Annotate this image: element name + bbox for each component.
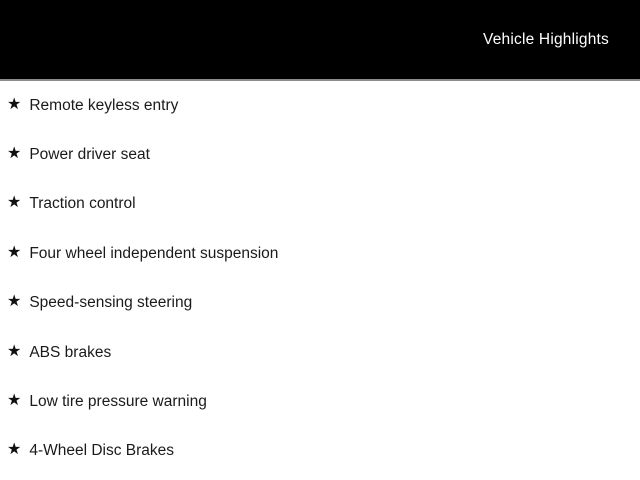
highlight-item xyxy=(0,81,640,130)
highlight-label: Power driver seat xyxy=(29,146,150,164)
star-icon: ★ xyxy=(7,342,22,360)
star-icon: ★ xyxy=(7,243,22,261)
highlight-item xyxy=(0,229,640,278)
highlight-label: Traction control xyxy=(29,195,136,213)
highlight-item xyxy=(0,279,640,328)
page-title: Vehicle Highlights xyxy=(483,30,609,48)
header-bar xyxy=(0,0,640,81)
highlight-item xyxy=(0,377,640,426)
highlight-label: Four wheel independent suspension xyxy=(29,244,279,262)
highlight-item xyxy=(0,130,640,179)
star-icon: ★ xyxy=(7,95,22,113)
highlight-label: Low tire pressure warning xyxy=(29,393,207,411)
highlight-item xyxy=(0,427,640,476)
highlight-label: 4-Wheel Disc Brakes xyxy=(29,442,175,460)
highlight-item xyxy=(0,180,640,229)
star-icon: ★ xyxy=(7,293,22,311)
star-icon: ★ xyxy=(7,441,22,459)
highlight-label: Speed-sensing steering xyxy=(29,294,193,312)
highlight-item xyxy=(0,328,640,377)
highlight-label: Remote keyless entry xyxy=(29,96,179,114)
star-icon: ★ xyxy=(7,145,22,163)
star-icon: ★ xyxy=(7,194,22,212)
vehicle-highlights-list xyxy=(0,81,640,476)
highlight-label: ABS brakes xyxy=(29,343,112,361)
star-icon: ★ xyxy=(7,392,22,410)
